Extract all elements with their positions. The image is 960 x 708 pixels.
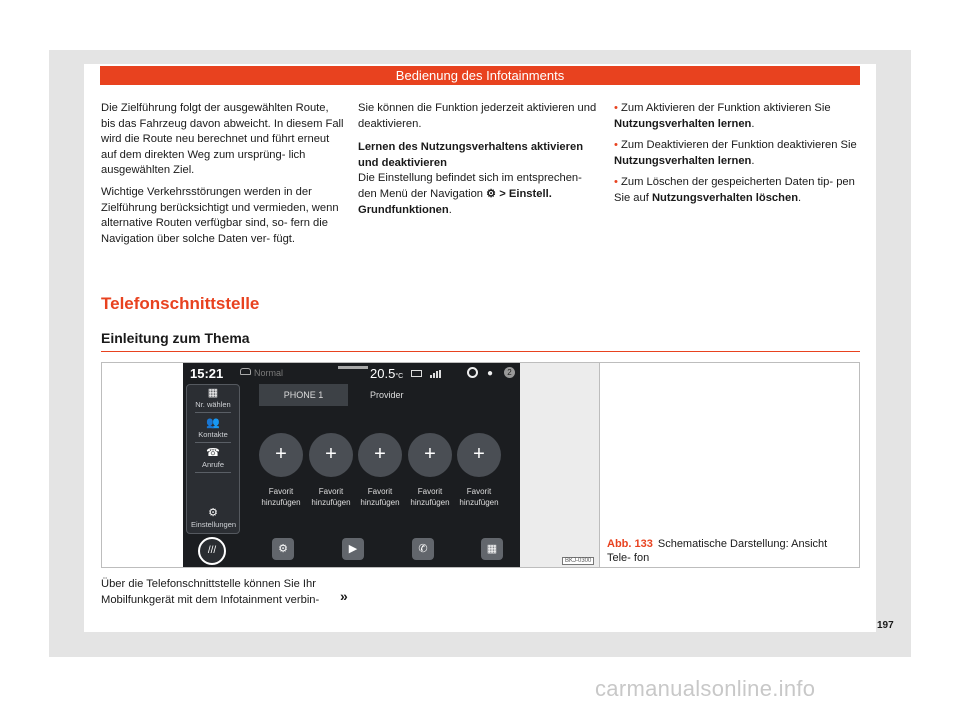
gear-icon: ⚙ xyxy=(208,507,218,519)
favorite-label-line: hinzufügen xyxy=(459,498,499,507)
section-subtitle: Einleitung zum Thema xyxy=(101,330,250,346)
add-favorite-button[interactable]: + xyxy=(408,433,452,477)
add-favorite-button[interactable]: + xyxy=(358,433,402,477)
favorite-label-line: hinzufügen xyxy=(360,498,400,507)
list-item-text: Zum Löschen der gespeicherten Daten tip- pen Sie auf xyxy=(614,176,855,204)
notification-badge[interactable]: 2 xyxy=(504,367,515,378)
settings-shortcut-icon[interactable]: ⚙ xyxy=(272,538,294,560)
subheading: Lernen des Nutzungsverhaltens aktivieren und deaktivieren xyxy=(358,141,584,169)
sidebar-item-calls[interactable] xyxy=(191,447,235,469)
status-bar-indicator xyxy=(338,366,368,369)
sidebar-item-label: Einstellungen xyxy=(191,520,237,529)
section-rule xyxy=(101,351,860,352)
favorite-label-line: hinzufügen xyxy=(261,498,301,507)
page-header: Bedienung des Infotainments xyxy=(100,66,860,85)
dialpad-icon: ▦ xyxy=(207,387,219,399)
list-item-bold: Nutzungsverhalten lernen xyxy=(614,117,752,130)
car-icon xyxy=(240,368,251,375)
paragraph: Sie können die Funktion jederzeit aktivieren und deaktivieren. xyxy=(358,102,597,130)
bullet-icon: • xyxy=(614,176,618,189)
favorite-label-line: Favorit xyxy=(417,487,443,496)
punctuation: . xyxy=(751,117,755,130)
screen-bezel xyxy=(520,363,599,567)
sidebar-item-dial[interactable] xyxy=(191,387,235,409)
list-item xyxy=(614,101,862,132)
figure-caption xyxy=(607,537,852,565)
bullet-icon: • xyxy=(614,139,618,152)
paragraph: Wichtige Verkehrsstörungen werden in der Zielführung berücksichtigt und vermieden, wenn alternative Routen verfügbar sind, so- fern die Navigation über solche Daten ver- fügt. xyxy=(101,185,339,245)
tab-provider[interactable]: Provider xyxy=(370,390,404,400)
favorite-label-line: Favorit xyxy=(367,487,393,496)
favorite-label xyxy=(449,486,509,508)
list-item-bold: Nutzungsverhalten löschen xyxy=(651,191,799,204)
user-icon[interactable]: ● xyxy=(487,368,494,379)
menu-path: > Einstell. Grundfunktionen xyxy=(358,187,552,216)
favorite-label-line: hinzufügen xyxy=(311,498,351,507)
punctuation: . xyxy=(751,154,755,167)
list-item-bold: Nutzungsverhalten lernen xyxy=(614,154,752,167)
sidebar-divider xyxy=(195,472,231,473)
sidebar-item-label: Anrufe xyxy=(201,460,225,469)
figure-caption-text: Schematische Darstellung: Ansicht Tele- fon xyxy=(607,538,828,564)
page-number: 197 xyxy=(877,620,894,631)
favorite-label-line: Favorit xyxy=(318,487,344,496)
menu-button[interactable]: /// xyxy=(198,537,226,565)
add-favorite-button[interactable]: + xyxy=(309,433,353,477)
signal-icon xyxy=(430,370,442,378)
phone-shortcut-icon[interactable]: ✆ xyxy=(412,538,434,560)
list-item xyxy=(614,175,862,206)
gear-icon: ⚙ xyxy=(486,187,497,200)
paragraph xyxy=(358,171,603,218)
paragraph-text: Die Einstellung befindet sich im entsprechen- den Menü der Navigation xyxy=(358,172,582,200)
battery-icon xyxy=(411,370,422,377)
favorite-label-line: hinzufügen xyxy=(410,498,450,507)
media-shortcut-icon[interactable]: ▶ xyxy=(342,538,364,560)
add-favorite-button[interactable]: + xyxy=(457,433,501,477)
figure-label: Abb. 133 xyxy=(607,538,653,550)
paragraph: Die Zielführung folgt der ausgewählten Route, bis das Fahrzeug davon abweicht. In diesem Fall wird die Route neu berechnet und führt erneut auf dem direkten Weg zum ursprüng- lich ausgewählten Ziel. xyxy=(101,102,344,177)
figure-reference-code: BKJ-0300 xyxy=(562,557,594,565)
clock: 15:21 xyxy=(190,366,224,381)
watermark: carmanualsonline.info xyxy=(595,676,816,701)
add-favorite-button[interactable]: + xyxy=(259,433,303,477)
sidebar-divider xyxy=(195,442,231,443)
drive-mode: Normal xyxy=(254,368,284,378)
sidebar-item-label: Nr. wählen xyxy=(195,400,231,409)
temperature xyxy=(370,366,403,381)
text-column-3 xyxy=(614,101,862,213)
text-column-1 xyxy=(101,101,346,253)
section-title: Telefonschnittstelle xyxy=(101,294,260,313)
paragraph: Über die Telefonschnittstelle können Sie Ihr Mobilfunkgerät mit dem Infotainment verbin- xyxy=(101,578,320,606)
globe-icon[interactable] xyxy=(467,367,478,378)
figure-divider xyxy=(599,362,600,568)
apps-shortcut-icon[interactable]: ▦ xyxy=(481,538,503,560)
temperature-value: 20.5 xyxy=(370,366,396,381)
temperature-unit: °C xyxy=(395,373,404,380)
sidebar-item-settings[interactable] xyxy=(191,507,235,529)
punctuation: . xyxy=(798,191,802,204)
text-column-2 xyxy=(358,101,603,224)
contacts-icon: 👥 xyxy=(206,417,220,429)
tab-phone-1[interactable]: PHONE 1 xyxy=(259,384,348,406)
sidebar-item-label: Kontakte xyxy=(198,430,228,439)
continue-marker: » xyxy=(340,588,348,604)
favorite-label-line: Favorit xyxy=(268,487,294,496)
punctuation: . xyxy=(448,203,452,216)
sidebar-divider xyxy=(195,412,231,413)
list-item-text: Zum Aktivieren der Funktion aktivieren Sie xyxy=(621,102,831,114)
list-item-text: Zum Deaktivieren der Funktion deaktivieren Sie xyxy=(621,139,857,152)
sidebar-item-contacts[interactable] xyxy=(191,417,235,439)
list-item xyxy=(614,138,862,169)
phone-icon: ☎ xyxy=(206,447,220,459)
bullet-icon: • xyxy=(614,102,618,114)
favorite-label-line: Favorit xyxy=(466,487,492,496)
